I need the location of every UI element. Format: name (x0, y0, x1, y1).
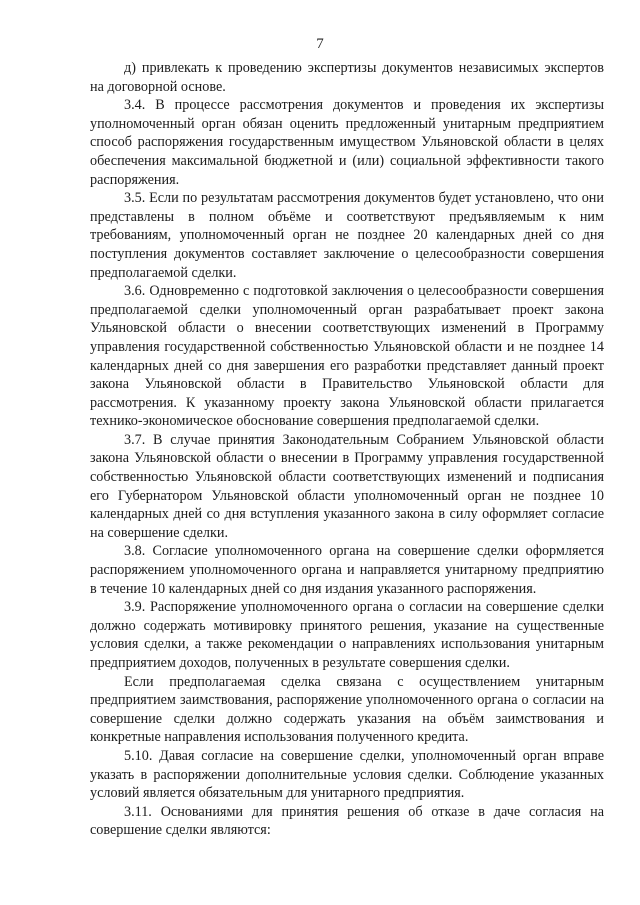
page-number: 7 (316, 36, 324, 52)
paragraph-3-11: 3.11. Основаниями для принятия решения об отказе в даче согласия на совершение сделки являются: (90, 803, 604, 839)
paragraph-3-7: 3.7. В случае принятия Законодательным Собранием Ульяновской области закона Ульяновской области о внесении в Программу управления государственной собственностью Ульяновской области соответствующих изменений и подписания его Губернатором Ульяновской области уполномоченный орган не позднее 10 календарных дней со дня вступления указанного закона в силу оформляет согласие на совершение сделки. (90, 431, 604, 541)
paragraph-3-3-d: д) привлекать к проведению экспертизы документов независимых экспертов на договорной основе. (90, 60, 604, 95)
document-body (90, 59, 604, 840)
paragraph-3-5: 3.5. Если по результатам рассмотрения документов будет установлено, что они представлены в полном объёме и соответствуют предъявляемым к ним требованиям, уполномоченный орган не позднее 20 календарных дней со дня поступления документов составляет заключение о целесообразности совершения предполагаемой сделки. (90, 190, 604, 281)
paragraph-3-8: 3.8. Согласие уполномоченного органа на совершение сделки оформляется распоряжением уполномоченного органа и направляется унитарному предприятию в течение 10 календарных дней со дня издания указанного распоряжения. (90, 543, 604, 597)
paragraph-3-4: 3.4. В процессе рассмотрения документов и проведения их экспертизы уполномоченный орган обязан оценить предложенный унитарным предприятием способ распоряжения государственным имуществом Ульяновской области в целях обеспечения максимальной бюджетной и (или) социальной эффективности такого распоряжения. (90, 97, 604, 188)
paragraph-3-9: 3.9. Распоряжение уполномоченного органа о согласии на совершение сделки должно содержать мотивировку принятого решения, указание на существенные условия сделки, а также рекомендации о направлениях использования унитарным предприятием доходов, полученных в результате совершения сделки. (90, 599, 604, 671)
paragraph-3-9-borrowing: Если предполагаемая сделка связана с осуществлением унитарным предприятием заимствования, распоряжение уполномоченного органа о согласии на совершение сделки должно содержать указания на объём заимствования и конкретные направления использования полученного кредита. (90, 673, 604, 746)
paragraph-3-6: 3.6. Одновременно с подготовкой заключения о целесообразности совершения предполагаемой сделки уполномоченный орган разрабатывает проект закона Ульяновской области о внесении соответствующих изменений в Программу управления государственной собственностью Ульяновской области и не позднее 14 календарных дней со дня завершения его разработки представляет данный проект закона Ульяновской области в Правительство Ульяновской области для рассмотрения. К указанному проекту закона Ульяновской области прилагается технико-экономическое обоснование совершения предполагаемой сделки. (90, 283, 604, 430)
paragraph-3-10: 5.10. Давая согласие на совершение сделки, уполномоченный орган вправе указать в распоряжении дополнительные условия сделки. Соблюдение указанных условий является обязательным для унитарного предприятия. (90, 747, 604, 802)
